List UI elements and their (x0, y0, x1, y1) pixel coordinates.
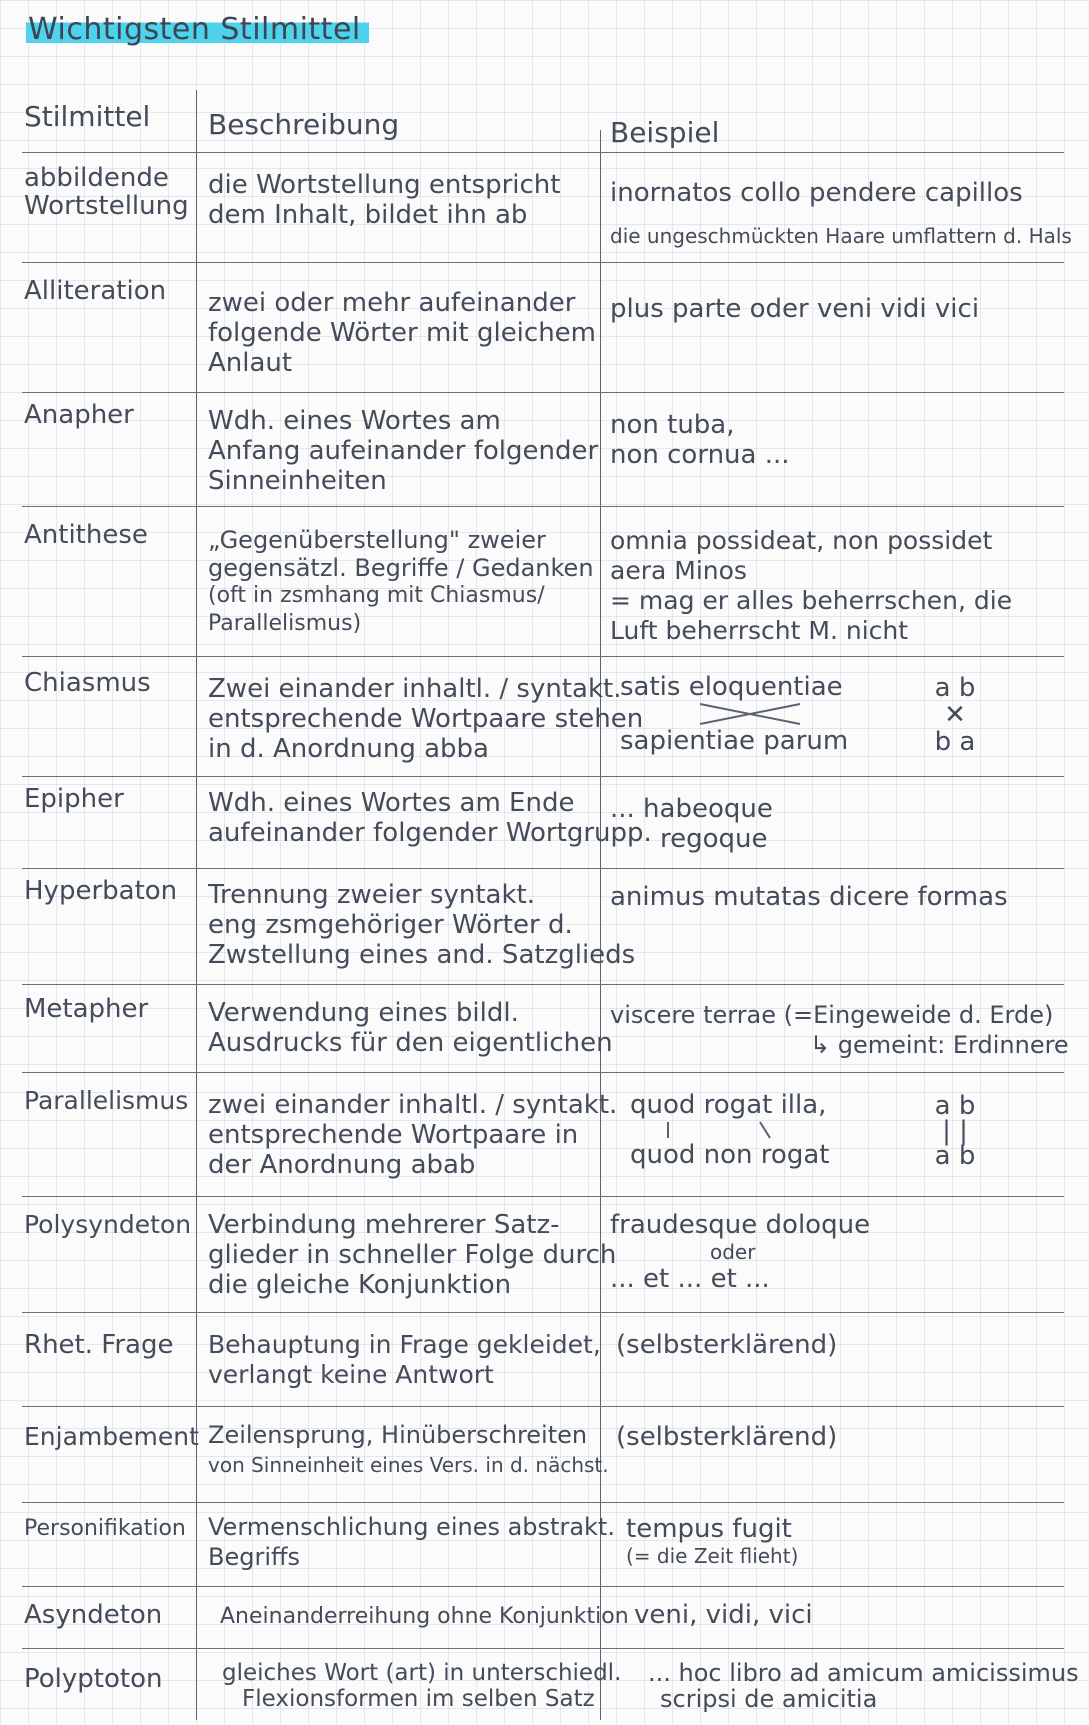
desc-line: Anfang aufeinander folgender (208, 436, 599, 466)
term-chiasmus: Chiasmus (24, 668, 151, 698)
desc-epipher (208, 788, 652, 848)
desc-line: Flexionsformen im selben Satz (242, 1686, 595, 1712)
desc-line: verlangt keine Antwort (208, 1360, 494, 1389)
term-enjambement: Enjambement (24, 1422, 199, 1451)
schema-line: a b (934, 1091, 976, 1121)
desc-line: der Anordnung abab (208, 1150, 476, 1180)
example-parallelismus (630, 1090, 900, 1170)
column-divider-1 (196, 90, 197, 1720)
desc-line: Wdh. eines Wortes am (208, 406, 501, 436)
row-divider (22, 392, 1064, 393)
example-line: inornatos collo pendere capillos (610, 178, 1023, 208)
example-anapher (610, 410, 1065, 470)
desc-line: aufeinander folgender Wortgrupp. (208, 818, 652, 848)
example-line: fraudesque doloque (610, 1210, 871, 1240)
example-line: regoque (660, 824, 768, 854)
example-line: (selbsterklärend) (616, 1330, 838, 1360)
example-line: non tuba, (610, 410, 735, 440)
term-rhet-frage: Rhet. Frage (24, 1330, 174, 1360)
schema-bars: | | (942, 1116, 968, 1146)
example-line: ... hoc libro ad amicum amicissimus (648, 1659, 1079, 1687)
desc-chiasmus (208, 674, 644, 764)
desc-line: die gleiche Konjunktion (208, 1270, 512, 1300)
example-line: scripsi de amicitia (660, 1685, 878, 1713)
example-line: quod rogat illa, (630, 1090, 827, 1120)
term-polysyndeton: Polysyndeton (24, 1210, 192, 1239)
desc-line: zwei oder mehr aufeinander (208, 288, 576, 318)
desc-line: Begriffs (208, 1543, 301, 1571)
desc-line: Verwendung eines bildl. (208, 998, 519, 1028)
desc-hyperbaton (208, 880, 636, 970)
term-epipher: Epipher (24, 784, 124, 814)
desc-line: dem Inhalt, bildet ihn ab (208, 200, 528, 230)
term-abbildende-wortstellung: abbildende Wortstellung (24, 163, 189, 221)
schema-line: a b (934, 673, 976, 703)
desc-line: Wdh. eines Wortes am Ende (208, 788, 575, 818)
desc-line: in d. Anordnung abba (208, 734, 489, 764)
schema-line: b a (934, 727, 976, 757)
desc-polyptoton (222, 1660, 622, 1712)
term-antithese: Antithese (24, 520, 148, 550)
desc-line: glieder in schneller Folge durch (208, 1240, 617, 1270)
desc-line: von Sinneinheit eines Vers. in d. nächst. (208, 1453, 609, 1477)
term-alliteration: Alliteration (24, 276, 167, 306)
example-polyptoton (648, 1659, 1079, 1713)
desc-line: Vermenschlichung eines abstrakt. (208, 1513, 615, 1541)
header-stilmittel: Stilmittel (24, 100, 151, 133)
header-beispiel: Beispiel (610, 116, 720, 149)
example-line: viscere terrae (=Eingeweide d. Erde) (610, 1001, 1054, 1029)
example-line: veni, vidi, vici (634, 1600, 813, 1630)
example-line: animus mutatas dicere formas (610, 882, 1008, 912)
example-line: satis eloquentiae (620, 672, 843, 702)
example-line: (selbsterklärend) (616, 1422, 838, 1452)
example-line: tempus fugit (626, 1514, 792, 1544)
desc-rhet-frage (208, 1330, 601, 1390)
row-divider (22, 1586, 1064, 1587)
cross-lines (690, 702, 810, 726)
column-divider-2 (600, 130, 601, 1720)
term-personifikation: Personifikation (24, 1516, 186, 1541)
example-chiasmus (620, 672, 900, 756)
example-line: omnia possideat, non possidet (610, 526, 993, 555)
desc-metapher (208, 998, 613, 1058)
desc-asyndeton (220, 1602, 630, 1632)
desc-line: Parallelismus) (208, 611, 362, 636)
row-divider (22, 1648, 1064, 1649)
example-line: plus parte oder veni vidi vici (610, 294, 980, 324)
desc-line: gleiches Wort (art) in unterschiedl. (222, 1660, 622, 1686)
example-personifikation (626, 1514, 1081, 1568)
example-line: = mag er alles beherrschen, die (610, 586, 1013, 615)
row-divider (22, 984, 1064, 985)
example-line: aera Minos (610, 556, 747, 585)
desc-line: Behauptung in Frage gekleidet, (208, 1330, 601, 1359)
chiasmus-schema (920, 674, 990, 756)
desc-abbildende-wortstellung (208, 170, 593, 230)
desc-alliteration (208, 288, 597, 378)
schema-cross: ✕ (944, 700, 966, 730)
row-divider (22, 1312, 1064, 1313)
desc-line: „Gegenüberstellung" zweier (208, 526, 546, 554)
example-line: sapientiae parum (620, 726, 849, 756)
example-asyndeton (634, 1600, 1089, 1630)
desc-polysyndeton (208, 1210, 617, 1300)
desc-anapher (208, 406, 599, 496)
example-line: ... habeoque (610, 794, 773, 824)
row-divider (22, 152, 1064, 153)
term-hyperbaton: Hyperbaton (24, 876, 178, 906)
page-title: Wichtigsten Stilmittel (26, 12, 369, 47)
example-line: Luft beherrscht M. nicht (610, 616, 909, 645)
desc-line: Zwei einander inhaltl. / syntakt. (208, 674, 622, 704)
row-divider (22, 1502, 1064, 1503)
desc-line: zwei einander inhaltl. / syntakt. (208, 1090, 618, 1120)
desc-antithese (208, 526, 593, 638)
term-metapher: Metapher (24, 994, 149, 1024)
term-parallelismus: Parallelismus (24, 1086, 189, 1115)
example-line: oder (710, 1240, 756, 1264)
row-divider (22, 868, 1064, 869)
desc-personifikation (208, 1512, 615, 1572)
desc-line: eng zsmgehöriger Wörter d. (208, 910, 573, 940)
desc-line: Sinneinheiten (208, 466, 387, 496)
example-line: ... et ... et ... (610, 1264, 770, 1294)
desc-parallelismus (208, 1090, 618, 1180)
example-line: (= die Zeit flieht) (626, 1544, 799, 1568)
desc-line: die Wortstellung entspricht (208, 170, 561, 200)
desc-line: folgende Wörter mit gleichem (208, 318, 597, 348)
schema-line: a b (934, 1141, 976, 1171)
example-abbildende-wortstellung (610, 178, 1072, 248)
desc-line: Trennung zweier syntakt. (208, 880, 535, 910)
example-hyperbaton (610, 882, 1065, 912)
desc-line: Verbindung mehrerer Satz- (208, 1210, 560, 1240)
row-divider (22, 1196, 1064, 1197)
example-line: non cornua ... (610, 440, 790, 470)
term-asyndeton: Asyndeton (24, 1600, 163, 1630)
row-divider (22, 506, 1064, 507)
example-antithese (610, 526, 1065, 646)
desc-line: Anlaut (208, 348, 293, 378)
row-divider (22, 262, 1064, 263)
desc-line: entsprechende Wortpaare in (208, 1120, 579, 1150)
example-translation: die ungeschmückten Haare umflattern d. Hals (610, 224, 1072, 248)
parallelismus-schema (920, 1092, 990, 1170)
row-divider (22, 656, 1064, 657)
connector-lines (630, 1120, 830, 1140)
desc-line: (oft in zsmhang mit Chiasmus/ (208, 583, 545, 608)
example-rhet-frage (616, 1330, 1071, 1360)
example-alliteration (610, 294, 1065, 324)
row-divider (22, 776, 1064, 777)
term-polyptoton: Polyptoton (24, 1664, 163, 1694)
desc-line: Ausdrucks für den eigentlichen (208, 1028, 613, 1058)
example-epipher (610, 794, 1065, 854)
example-metapher (610, 1000, 1069, 1060)
desc-line: entsprechende Wortpaare stehen (208, 704, 644, 734)
desc-line: Zwstellung eines and. Satzglieds (208, 940, 636, 970)
row-divider (22, 1072, 1064, 1073)
example-line: ↳ gemeint: Erdinnere (810, 1031, 1069, 1059)
example-enjambement (616, 1422, 1071, 1452)
desc-line: Zeilensprung, Hinüberschreiten (208, 1421, 588, 1449)
example-polysyndeton (610, 1210, 1065, 1294)
term-anapher: Anapher (24, 400, 134, 430)
row-divider (22, 1406, 1064, 1407)
desc-line: Aneinanderreihung ohne Konjunktion (220, 1604, 629, 1629)
header-beschreibung: Beschreibung (208, 108, 400, 141)
desc-line: gegensätzl. Begriffe / Gedanken (208, 554, 594, 582)
desc-enjambement (208, 1420, 609, 1480)
example-line: quod non rogat (630, 1140, 830, 1170)
